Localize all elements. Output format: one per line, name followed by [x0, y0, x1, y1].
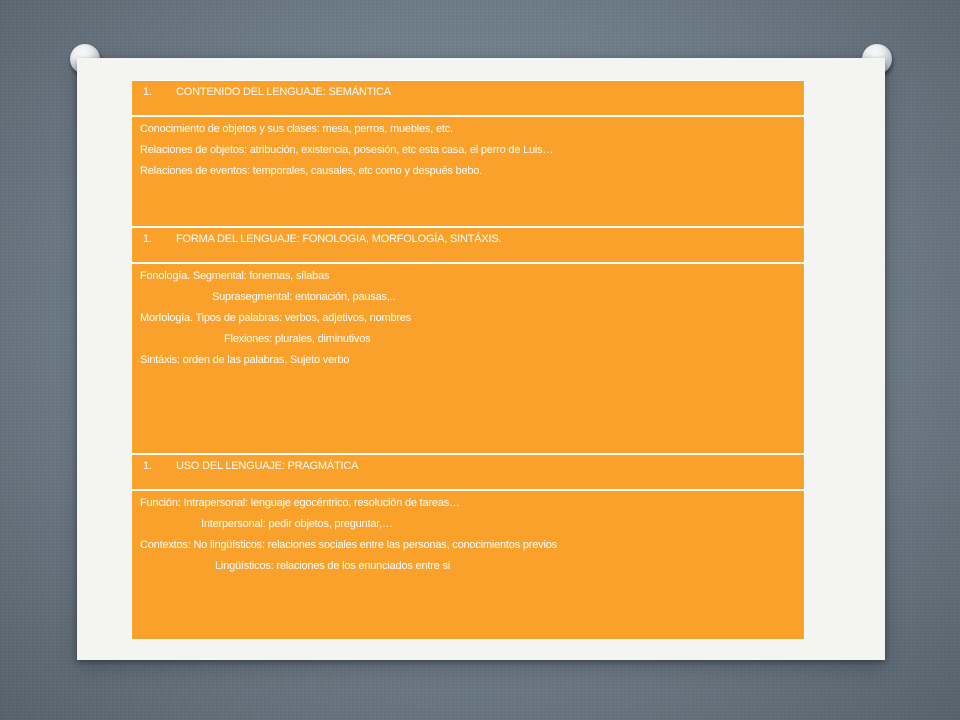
- body-line: Contextos: No lingüísticos: relaciones sociales entre las personas, conocimientos previos: [140, 539, 557, 551]
- body-line: Relaciones de objetos: atribución, existencia, posesión, etc esta casa, el perro de Luis…: [140, 144, 554, 156]
- body-line: Morfología. Tipos de palabras: verbos, adjetivos, nombres: [140, 312, 412, 324]
- section-number: 1.: [143, 460, 152, 472]
- section-header-semantica: [132, 81, 804, 117]
- section-body-forma: [132, 264, 804, 455]
- section-body-semantica: [132, 117, 804, 228]
- body-line: Lingüísticos: relaciones de los enunciados entre si: [215, 560, 451, 572]
- section-number: 1.: [143, 86, 152, 98]
- body-line: Fonología. Segmental: fonemas, sílabas: [140, 270, 330, 282]
- section-number: 1.: [143, 233, 152, 245]
- body-line: Función: Intrapersonal: lenguaje egocéntrico, resolución de tareas…: [140, 497, 460, 509]
- section-header-forma: [132, 228, 804, 264]
- body-line: Flexiones: plurales, diminutivos: [224, 333, 371, 345]
- body-line: Sintáxis: orden de las palabras. Sujeto verbo: [140, 354, 350, 366]
- section-title: USO DEL LENGUAJE: PRAGMÁTICA: [176, 460, 359, 472]
- body-line: Relaciones de eventos: temporales, causales, etc como y después bebo.: [140, 165, 483, 177]
- body-line: Conocimiento de objetos y sus clases: mesa, perros, muebles, etc.: [140, 123, 453, 135]
- body-line: Interpersonal: pedir objetos, preguntar,…: [201, 518, 393, 530]
- section-title: CONTENIDO DEL LENGUAJE: SEMÁNTICA: [176, 86, 391, 98]
- section-title: FORMA DEL LENGUAJE: FONOLOGIA, MORFOLOGÍA, SINTÁXIS.: [176, 233, 502, 245]
- content-table: [131, 80, 805, 640]
- section-header-uso: [132, 455, 804, 491]
- body-line: Suprasegmental: entonación, pausas,..: [212, 291, 396, 303]
- section-body-uso: [132, 491, 804, 639]
